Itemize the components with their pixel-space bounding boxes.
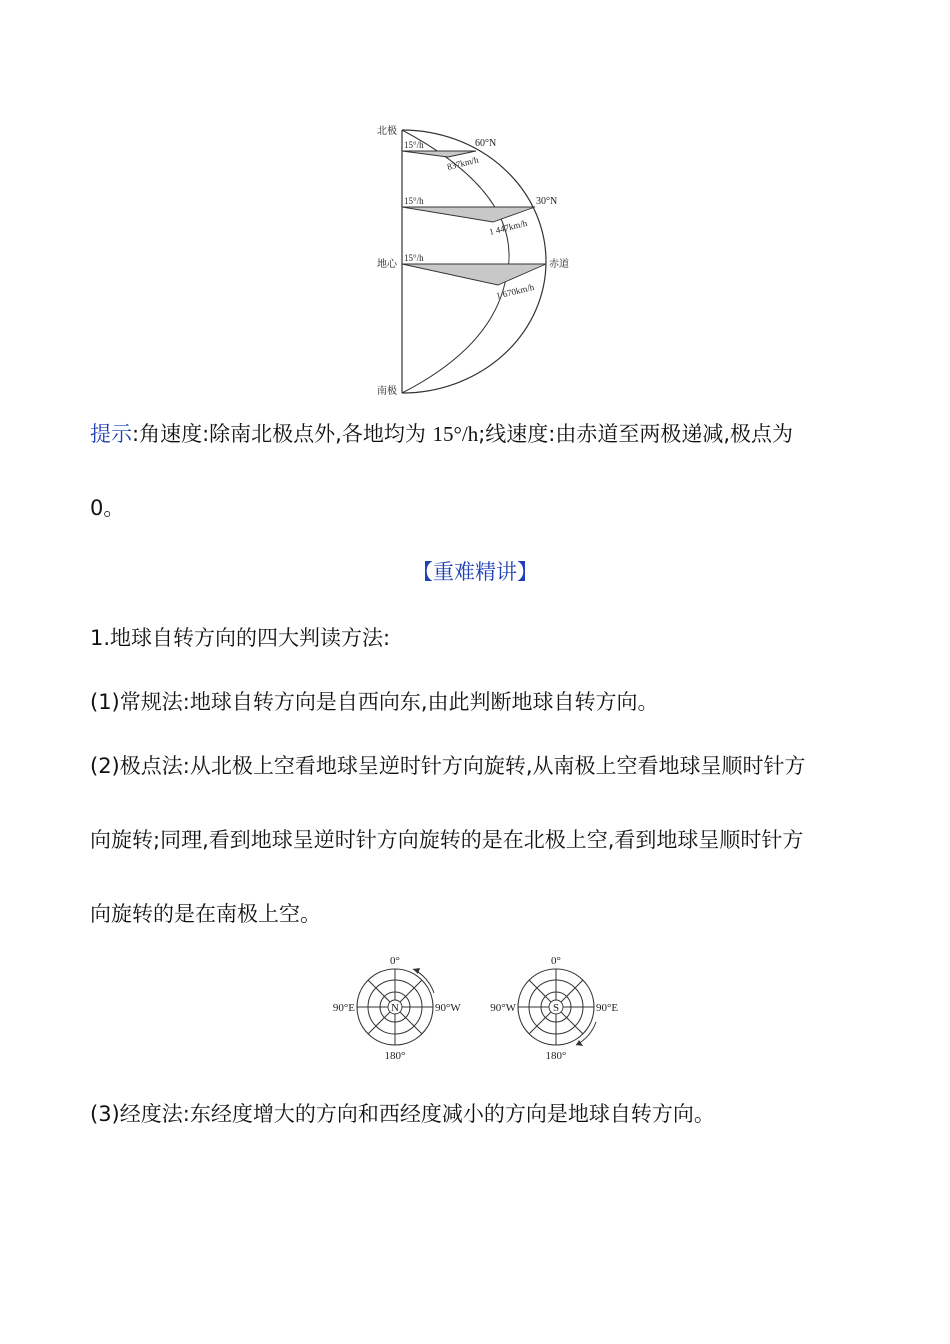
north-polar-view	[333, 955, 462, 1062]
label-north-pole: 北极	[377, 126, 397, 137]
rotation-speed-diagram	[360, 118, 590, 403]
item-1-2-line-3: 向旋转的是在南极上空。	[90, 902, 321, 926]
label-angular-30: 15°/h	[404, 196, 424, 206]
north-left-label: 90°E	[332, 1002, 355, 1014]
label-30n: 30°N	[536, 196, 558, 207]
label-speed-60: 837km/h	[446, 154, 480, 172]
south-right-label: 90°E	[596, 1002, 619, 1014]
north-rotation-arrow	[413, 969, 434, 993]
label-60n: 60°N	[475, 138, 497, 149]
label-speed-0: 1 670km/h	[495, 281, 536, 301]
north-top-label: 0°	[390, 955, 400, 967]
hint-line-2: 0。	[90, 496, 125, 520]
label-angular-60: 15°/h	[404, 140, 424, 150]
label-angular-0: 15°/h	[404, 253, 424, 263]
sector-60n	[402, 151, 476, 157]
south-top-label: 0°	[551, 955, 561, 967]
north-bottom-label: 180°	[384, 1050, 406, 1062]
sector-equator	[402, 264, 546, 285]
hint-text-b: ;线速度:由赤道至两极递减,极点为	[478, 422, 794, 446]
south-center-label: S	[552, 1002, 560, 1014]
hint-line-1	[90, 419, 870, 449]
section-heading: 【重难精讲】	[412, 560, 538, 584]
label-earth-center: 地心	[377, 259, 397, 270]
item-1-2-line-2: 向旋转;同理,看到地球呈逆时针方向旋转的是在北极上空,看到地球呈顺时针方	[90, 828, 804, 852]
hint-text-a: :角速度:除南北极点外,各地均为	[132, 422, 433, 446]
label-south-pole: 南极	[377, 386, 397, 397]
label-equator: 赤道	[549, 259, 569, 270]
north-right-label: 90°W	[435, 1002, 461, 1014]
label-speed-30: 1 447km/h	[488, 217, 529, 237]
south-left-label: 90°W	[490, 1002, 516, 1014]
south-bottom-label: 180°	[545, 1050, 567, 1062]
south-polar-view	[490, 955, 618, 1062]
hint-label: 提示	[90, 422, 132, 446]
item-1: 1.地球自转方向的四大判读方法:	[90, 626, 391, 650]
item-1-2-line-1: (2)极点法:从北极上空看地球呈逆时针方向旋转,从南极上空看地球呈顺时针方	[90, 754, 806, 778]
item-1-1: (1)常规法:地球自转方向是自西向东,由此判断地球自转方向。	[90, 690, 659, 714]
polar-views-diagram	[320, 950, 640, 1065]
north-center-label: N	[391, 1002, 399, 1014]
hint-value: 15°/h	[432, 422, 479, 446]
item-1-3: (3)经度法:东经度增大的方向和西经度减小的方向是地球自转方向。	[90, 1102, 715, 1126]
